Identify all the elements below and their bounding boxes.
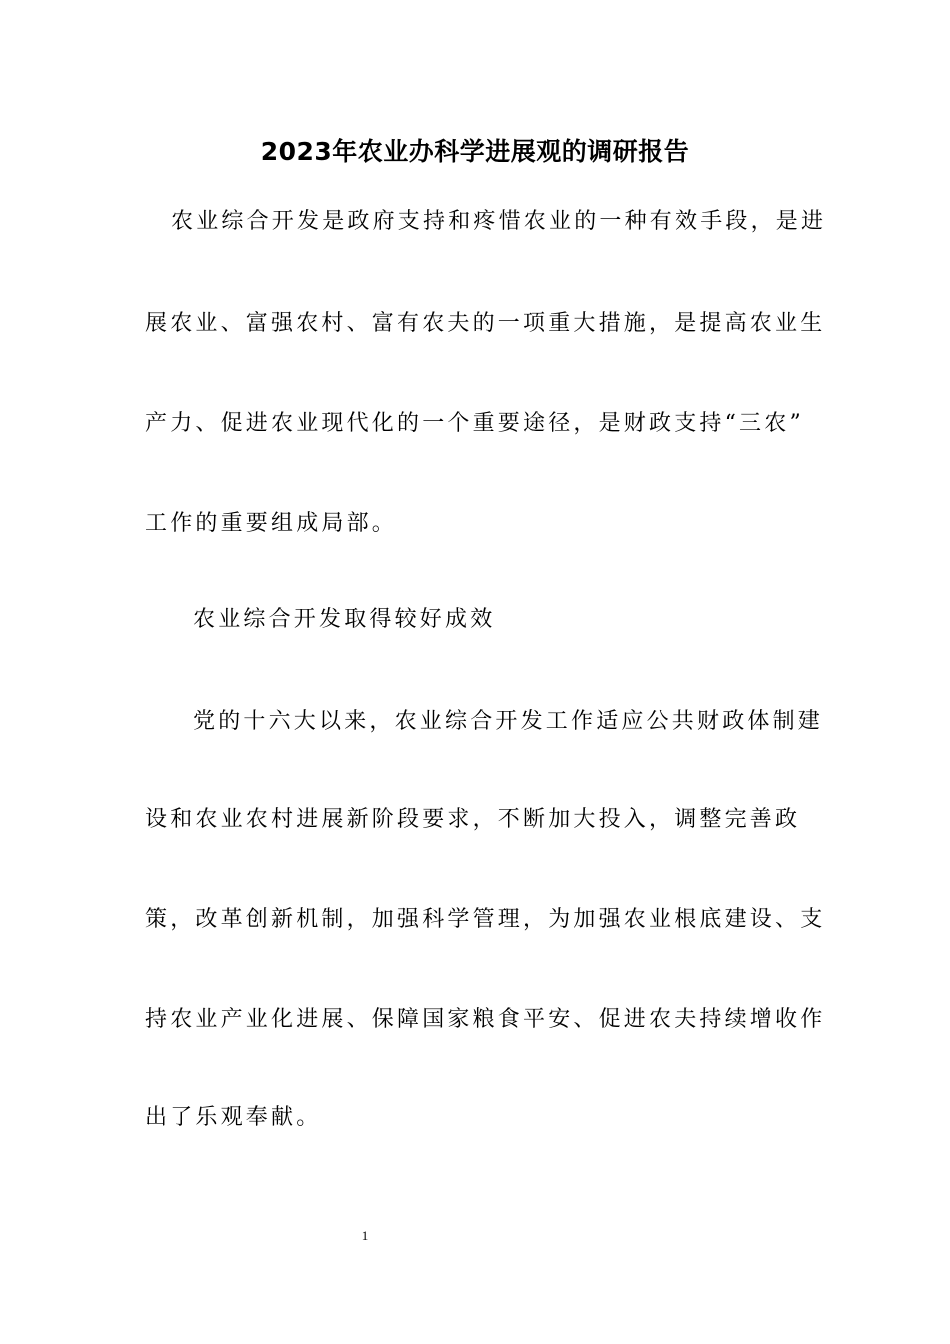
paragraph-line: 策，改革创新机制，加强科学管理，为加强农业根底建设、支	[145, 907, 826, 932]
paragraph-line: 设和农业农村进展新阶段要求，不断加大投入，调整完善政	[145, 807, 801, 832]
paragraph-line: 农业综合开发是政府支持和疼惜农业的一种有效手段，是进	[171, 209, 827, 234]
page-number: 1	[361, 1228, 369, 1243]
document-title: 2023年农业办科学进展观的调研报告	[260, 137, 690, 166]
paragraph-line: 展农业、富强农村、富有农夫的一项重大措施，是提高农业生	[145, 311, 826, 336]
paragraph-line: 党的十六大以来，农业综合开发工作适应公共财政体制建	[193, 709, 824, 734]
section-heading: 农业综合开发取得较好成效	[193, 607, 496, 632]
paragraph-line: 出了乐观奉献。	[145, 1105, 322, 1130]
paragraph-line: 持农业产业化进展、保障国家粮食平安、促进农夫持续增收作	[145, 1007, 826, 1032]
paragraph-line: 工作的重要组成局部。	[145, 511, 398, 536]
paragraph-line: 产力、促进农业现代化的一个重要途径，是财政支持“三农”	[145, 411, 804, 436]
